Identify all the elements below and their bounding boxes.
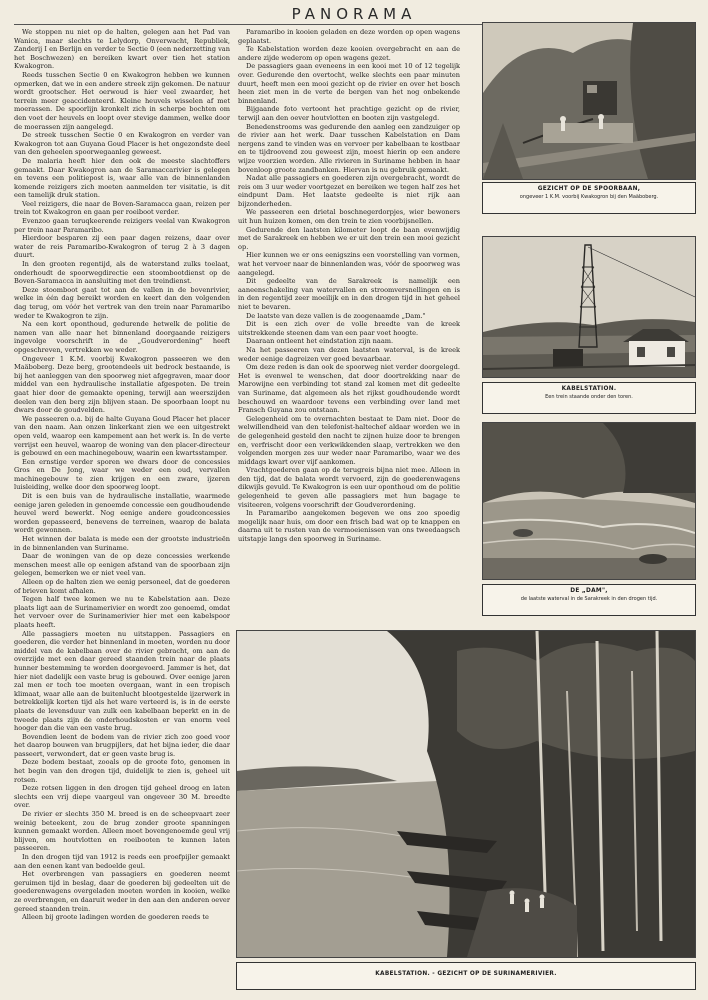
article-paragraph: In Paramaribo aangekomen begeven we ons zoo spoedig mogelijk naar huis, om door een frisch bad wat op te knappen en daarna uit te rusten van de vermoeienissen van ons tweedaagsch uitstapje langs den spoorweg in Suriname. xyxy=(238,509,460,544)
article-paragraph: Na een kort oponthoud, gedurende hetwelk de politie de namen van alle naar het binnenland doorgaande reizigers ingevolge voorschrift in de „Goudverordening" heeft opgeschreven, vertrekken we weder. xyxy=(14,320,230,354)
article-paragraph: Deze bodem bestaat, zooals op de groote foto, genomen in het begin van den drogen tijd, duidelijk te zien is, geheel uit rotsen. xyxy=(14,758,230,784)
article-paragraph: Benedenstrooms was gedurende den aanleg een zandzuiger op de rivier aan het werk. Daar tusschen Kabelstation en Dam nergens zand te vinden was en vervoer per kabelbaan te kostbaar en te tijdroovend zou geweest zijn, moest hierin op een andere wijze voorzien worden. Alle rivieren in Suriname hebben in haar bovenloop groote zandbanken. Hiervan is nu gebruik gemaakt. xyxy=(238,122,460,174)
article-paragraph: Dit gedeelte van de Sarakreek is namelijk een aaneenschakeling van watervallen en stroomversnellingen en is in den regentijd zeer moeilijk en in den drogen tijd in het geheel niet te bevaren. xyxy=(238,277,460,311)
article-paragraph: Deze rotsen liggen in den drogen tijd geheel droog en laten slechts een vrij diepe vaargeul van ongeveer 30 M. breedte over. xyxy=(14,784,230,810)
article-paragraph: Paramaribo in kooien geladen en deze worden op open wagens geplaatst. xyxy=(238,28,460,45)
article-paragraph: Daar de woningen van de op deze concessies werkende menschen meest alle op eenigen afstand van de spoorbaan zijn gelegen, bemerken we er niet veel van. xyxy=(14,552,230,578)
article-paragraph: Om deze reden is dan ook de spoorweg niet verder doorgelegd. Het is evenwel te wenschen, dat door doortrekking naar de Marowijne een verbinding tot stand zal komen met dit gedeelte van Suriname, dat algemeen als het rijkst goudhoudende wordt beschouwd en waardoor tevens een verbinding over land met Fransch Guyana zou ontstaan. xyxy=(238,363,460,415)
article-paragraph: In den grooten regentijd, als de waterstand zulks toelaat, onderhoudt de spoorwegdirectie een stoombootdienst op de Boven-Saramacca in aansluiting met den treindienst. xyxy=(14,260,230,286)
article-paragraph: Te Kabelstation worden deze kooien overgebracht en aan de andere zijde wederom op open wagens gezet. xyxy=(238,45,460,62)
caption-cable-station xyxy=(482,382,696,414)
article-paragraph: Het winnen der balata is mede een der grootste industrieën in de binnenlanden van Suriname. xyxy=(14,535,230,552)
caption-dam xyxy=(482,584,696,616)
article-paragraph: Tegen half twee komen we nu te Kabelstation aan. Deze plaats ligt aan de Surinamerivier en wordt zoo genoemd, omdat het vervoer over de Surinamerivier hier met een kabelspoor plaats heeft. xyxy=(14,595,230,629)
article-paragraph: Reeds tusschen Sectie 0 en Kwakogron hebben we kunnen opmerken, dat we in een andere streek zijn gekomen. De natuur wordt grootscher. Het oerwoud is hier veel zwaarder, het terrein meer geaccidenteerd. Kleine heuvels wisselen af met moerassen. De spoorlijn kronkelt zich in scherpe bochten om den voet der heuvels en loopt over stevige dammen, welke door de moerassen zijn aangelegd. xyxy=(14,70,230,131)
caption-dam-title: DE „DAM", xyxy=(570,588,608,594)
article-paragraph: Nadat alle passagiers en goederen zijn overgebracht, wordt de reis om 3 uur weder voortgezet en bereiken we tegen half zes het eindpunt Dam. Het laatste gedeelte is niet rijk aan bijzonderheden. xyxy=(238,174,460,208)
caption-river xyxy=(236,962,696,990)
article-paragraph: Hierdoor besparen zij een paar dagen reizens, daar over water de reis Paramaribo-Kwakogron of terug 2 à 3 dagen duurt. xyxy=(14,234,230,260)
article-paragraph: Alleen bij groote ladingen worden de goederen reeds te xyxy=(22,913,209,922)
article-paragraph: De streek tusschen Sectie 0 en Kwakogron en verder van Kwakogron tot aan Guyana Goud Placer is het ongezondste deel van den geheelen spoorwegaanleg geweest. xyxy=(14,131,230,157)
article-column-2 xyxy=(238,28,460,623)
article-paragraph: Daaraan ontleent het eindstation zijn naam. xyxy=(246,337,394,346)
article-paragraph: Alleen op de halten zien we eenig personeel, dat de goederen of brieven komt afhalen. xyxy=(14,578,230,595)
photo-dam-waterfall xyxy=(482,422,696,580)
page-title: PANORAMA xyxy=(291,5,417,23)
article-paragraph: De laatste van deze vallen is de zoogenaamde „Dam." xyxy=(246,311,426,320)
photo-suriname-river xyxy=(236,630,696,958)
article-paragraph: Hier kunnen we er ons eenigszins een voorstelling van vormen, wat het vervoer naar de binnenlanden was, vóór de spoorweg was aangelegd. xyxy=(238,251,460,277)
photo-cable-station xyxy=(482,236,696,378)
article-paragraph: Evenzoo gaan teruqkeerende reizigers veelal van Kwakogron per trein naar Paramaribo. xyxy=(14,217,230,234)
article-paragraph: Vrachtgoederen gaan op de terugreis bijna niet mee. Alleen in den tijd, dat de balata wordt vervoerd, zijn de goederenwagens dikwijls gevuld. Te Kwakogron is een uur oponthoud om de politie gelegenheid te geven alle passagiers met hun bagage te visiteeren, volgens voorschrift der Goudverordening. xyxy=(238,466,460,509)
article-paragraph: Een ernstige verder sporen we dwars door de concessies Gros en De Jong, waar we weder een oud, vervallen machinegebouw te zien krijgen en een zware, ijzeren luisleiding, welke door den spoorweg loopt. xyxy=(14,457,230,492)
article-column-1 xyxy=(14,28,230,996)
article-paragraph: Gelegenheid om te overnachten bestaat te Dam niet. Door de welwillendheid van den telefonist-haltechef aldaar worden we in de gelegenheid gesteld den nacht te zijnen huize door te brengen en, verfrischt door een verkwikkenden slaap, vertrekken we den volgenden morgen zes uur weder naar Paramaribo, waar we des middags kwart over vijf aankomen. xyxy=(238,414,460,466)
caption-cable-station-sub: Een trein staande onder den toren. xyxy=(545,394,633,400)
article-paragraph: Het overbrengen van passagiers en goederen neemt geruimen tijd in beslag, daar de goederen bij gedeelten uit de goederenwagens overgeladen moeten worden in kooien, welke ze overbrengen, en daaruit weder in den aan den anderen oever gereed staanden trein. xyxy=(14,870,230,913)
article-paragraph: De passagiers gaan eveneens in een kooi met 10 of 12 tegelijk over. Gedurende den overtocht, welke slechts een paar minuten duurt, heeft men een mooi gezicht op de rivier en over het bosch heen ziet men in de verte de bergen van het nog onbekende binnenland. xyxy=(238,62,460,105)
article-paragraph: Na het passeeren van dezen laatsten waterval, is de kreek weder eenige dagreizen ver goed bevaarbaar. xyxy=(238,345,460,363)
article-paragraph: In den drogen tijd van 1912 is reeds een proefpijler gemaakt aan den eenen kant van bedoelde geul. xyxy=(14,853,230,870)
article-paragraph: Gedurende den laatsten kilometer loopt de baan evenwijdig met de Sarakreek en hebben we er uit den trein een mooi gezicht op. xyxy=(238,225,460,251)
caption-railway-title: GEZICHT OP DE SPOORBAAN, xyxy=(537,186,641,192)
article-paragraph: We stoppen nu niet op de halten, gelegen aan het Pad van Wanica, maar slechts te Lelydorp, Onverwacht, Republiek, Zanderij I en Berlijn en verder te Sectie 0 (een nederzetting van het Boschwezen) en bereiken kwart over tien het station Kwakogron. xyxy=(14,28,230,71)
article-paragraph: Deze stoomboot gaat tot aan de vallen in de bovenrivier, welke in één dag bereikt worden en keert dan den volgenden dag terug, om vóór het vertrek van den trein naar Paramaribo weder te Kwakogron te zijn. xyxy=(14,285,230,320)
caption-railway xyxy=(482,182,696,214)
article-paragraph: Bijgaande foto vertoont het prachtige gezicht op de rivier, terwijl aan den oever houtvlotten en booten zijn vastgelegd. xyxy=(238,105,460,122)
article-paragraph: We passeeren een drietal boschnegerdorpjes, wier bewoners uit hun huizen komen, om den trein te zien voorbijsnellen. xyxy=(238,208,460,226)
article-paragraph: Ongeveer 1 K.M. voorbij Kwakogron passeeren we den Maäboberg. Deze berg, grootendeels uit bedrock bestaande, is bij het aanleggen van den spoorweg niet afgegraven, maar door middel van een hydraulische installatie afgespoten. De trein gaat hier door de gemaakte opening, terwijl aan weerszijden deelen van den berg zijn blijven staan. De spoorbaan loopt nu dwars door de goudvelden. xyxy=(14,354,230,415)
caption-dam-sub: de laatste waterval in de Sarakreek in den drogen tijd. xyxy=(520,596,658,602)
article-paragraph: De malaria heeft hier den ook de meeste slachtoffers gemaakt. Daar Kwakogron aan de Saramaccarivier is gelegen en tevens een politiepost is, waar alle van de binnenlanden komende reizigers zich moeten aanmelden ter visitatie, is dit een tamelijk druk station. xyxy=(14,156,230,200)
caption-river-title: KABELSTATION. - GEZICHT OP DE SURINAMERIVIER. xyxy=(375,971,557,977)
photo-railway xyxy=(482,22,696,180)
caption-cable-station-title: KABELSTATION. xyxy=(561,386,617,392)
article-paragraph: Veel reizigers, die naar de Boven-Saramacca gaan, reizen per trein tot Kwakogron en gaan per roeiboot verder. xyxy=(14,199,230,217)
article-paragraph: Dit is een zich over de volle breedte van de kreek uitstrekkende steenen dam van een paar voet hoogte. xyxy=(238,320,460,337)
article-paragraph: Bovendien leent de bodem van de rivier zich zoo goed voor het daarop bouwen van brugpijlers, dat het bijna ieder, die daar passeert, verwondert, dat er geen vaste brug is. xyxy=(14,732,230,758)
article-paragraph: De rivier er slechts 350 M. breed is en de scheepvaart zeer weinig beteekent, zou de brug zonder groote spanningen kunnen gemaakt worden. Alleen moet bovengenoemde geul vrij blijven, om houtvlotten en roeibooten te kunnen laten passeeren. xyxy=(14,810,230,853)
article-paragraph: We passeeren o.a. bij de halte Guyana Goud Placer het placer van den naam. Aan onzen linkerkant zien we een uitgestrekt open veld, waarop een kampement aan het werk is. In de verte verrijst een heuvel, waarop de woning van den placer-directeur is gebouwd en een machinegebouw, waarin een kwartsstamper. xyxy=(14,414,230,458)
article-paragraph: Alle passagiers moeten nu uitstappen. Passagiers en goederen, die verder het binnenland in moeten, worden nu door middel van de kabelbaan over de rivier gebracht, om aan de overzijde met een daar gereed staanden trein naar de plaats hunner bestemming te worden doorgevoerd. Jammer is het, dat hier niet dadelijk een vaste brug is gebouwd. Over eenige jaren zal men er toch toe moeten overgaan, want in een tropisch klimaat, waar alle aan de buitenlucht blootgestelde ijzerwerk in betrekkelijk korten tijd als het ware verteerd is, is in de eerste plaats de levensduur van zulk een kabelbaan beperkt en in de tweede plaats zijn de onderhoudskosten er van enorm veel hooger dan die van een vaste brug. xyxy=(14,629,230,733)
article-paragraph: Dit is een buis van de hydraulische installatie, waarmede eenige jaren geleden in genoemde concessie een goudhoudende heuvel werd bewerkt. Nog eenige andere goudconcessies worden gepasseerd, benevens de terreinen, waarop de balata wordt gewonnen. xyxy=(14,492,230,535)
caption-railway-sub: ongeveer 1 K.M. voorbij Kwakogron bij den Maäboberg. xyxy=(519,194,659,200)
